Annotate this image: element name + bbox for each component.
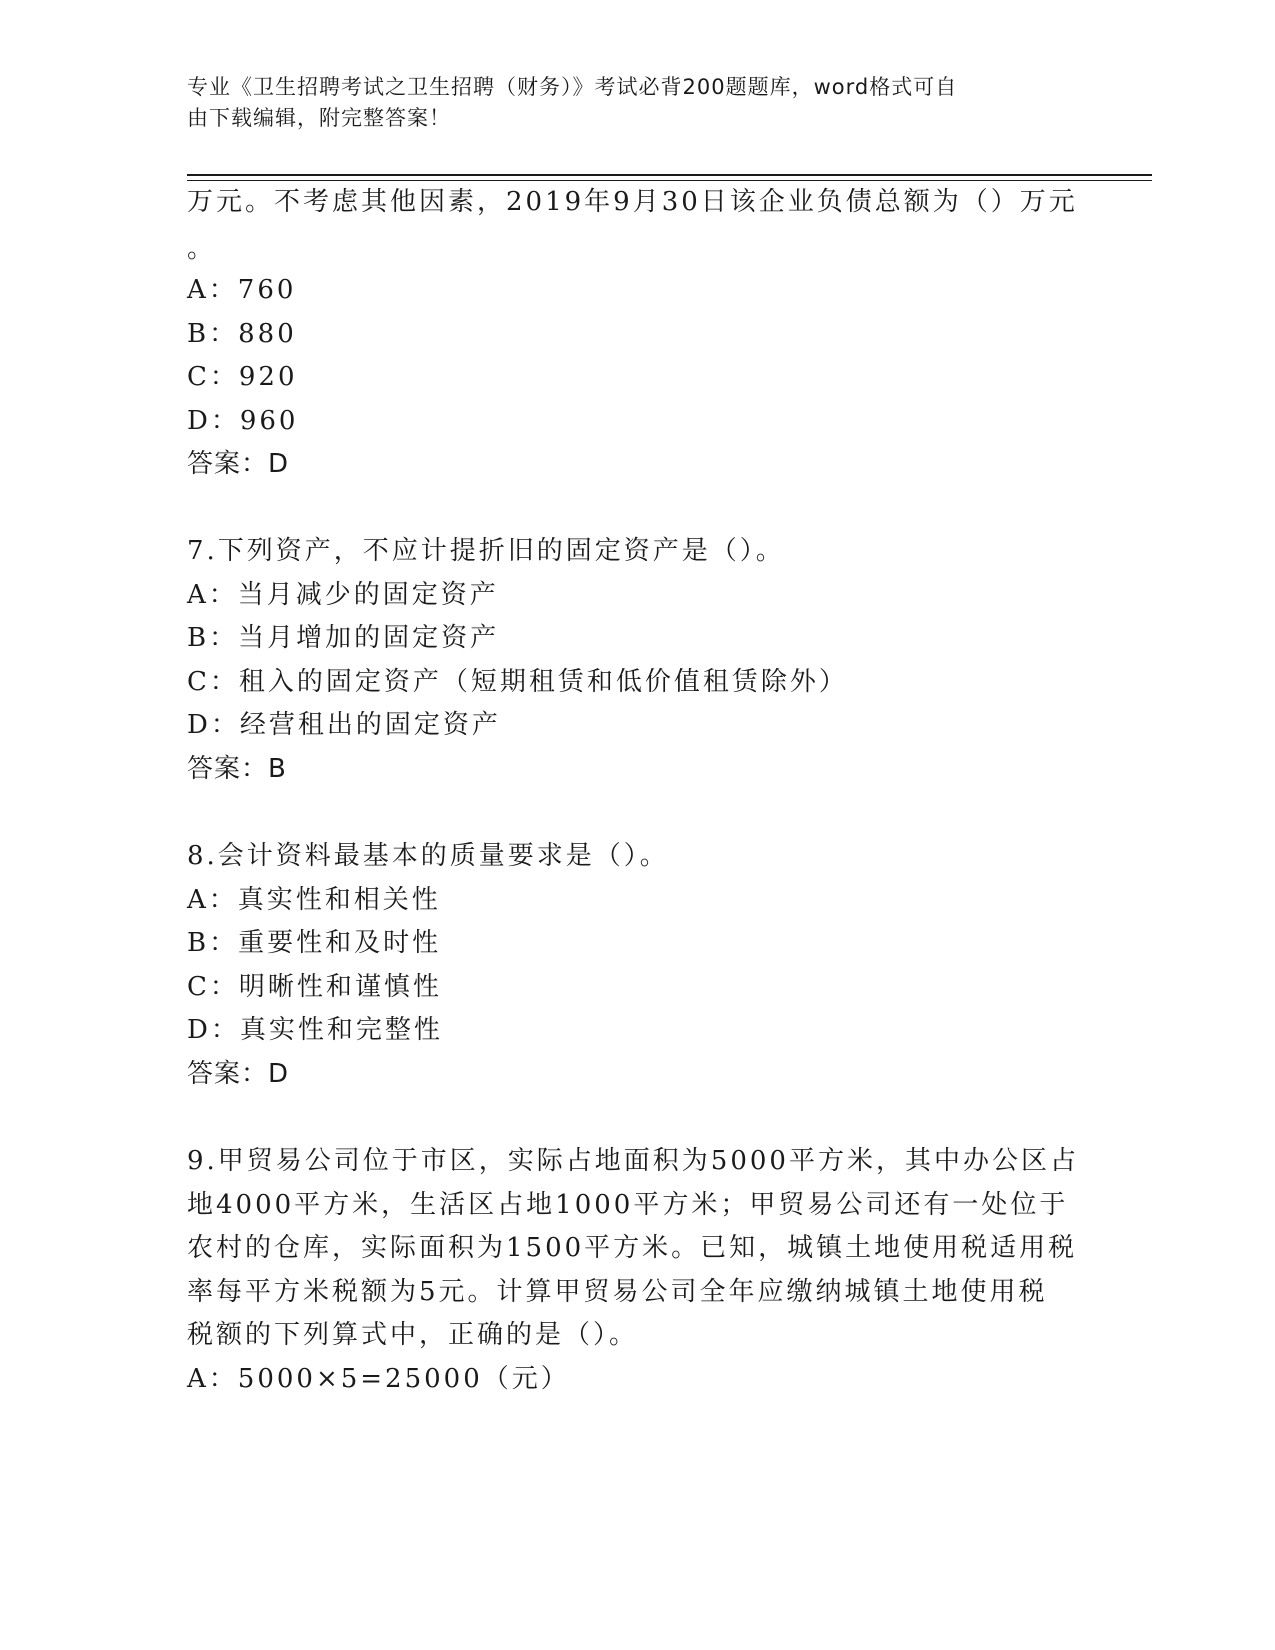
question-stem: 8.会计资料最基本的质量要求是（）。 — [187, 841, 669, 871]
header-rule-thin — [187, 180, 1152, 181]
answer: 答案：D — [187, 1059, 290, 1089]
answer: 答案：B — [187, 754, 287, 784]
option-d: D：经营租出的固定资产 — [187, 710, 501, 740]
option-b: B：当月增加的固定资产 — [187, 623, 500, 653]
question-stem-line: 地4000平方米，生活区占地1000平方米；甲贸易公司还有一处位于 — [187, 1190, 1069, 1220]
option-c: C：920 — [187, 362, 298, 392]
option-c: C：租入的固定资产（短期租赁和低价值租赁除外） — [187, 667, 848, 697]
question-stem-line: 万元。不考虑其他因素，2019年9月30日该企业负债总额为（）万元 — [187, 187, 1078, 217]
header-line-1: 专业《卫生招聘考试之卫生招聘（财务）》考试必背200题题库，word格式可自 — [187, 75, 958, 99]
page-header — [187, 72, 1067, 134]
option-a: A：当月减少的固定资产 — [187, 580, 499, 610]
header-line-2: 由下载编辑，附完整答案！ — [187, 106, 451, 130]
question-stem-line: 税额的下列算式中，正确的是（）。 — [187, 1320, 639, 1350]
header-rule-thick — [187, 174, 1152, 176]
question-stem: 7.下列资产，不应计提折旧的固定资产是（）。 — [187, 536, 785, 566]
answer: 答案：D — [187, 449, 290, 479]
question-stem-line: 。 — [187, 234, 217, 264]
question-stem-line: 9.甲贸易公司位于市区，实际占地面积为5000平方米，其中办公区占 — [187, 1146, 1079, 1176]
option-b: B：880 — [187, 319, 297, 349]
option-a: A：5000×5=25000（元） — [187, 1364, 570, 1394]
option-d: D：960 — [187, 406, 299, 436]
option-c: C：明晰性和谨慎性 — [187, 972, 442, 1002]
option-a: A：760 — [187, 275, 297, 305]
option-a: A：真实性和相关性 — [187, 885, 441, 915]
option-b: B：重要性和及时性 — [187, 928, 442, 958]
question-stem-line: 农村的仓库，实际面积为1500平方米。已知，城镇土地使用税适用税 — [187, 1233, 1078, 1263]
option-d: D：真实性和完整性 — [187, 1015, 443, 1045]
question-stem-line: 率每平方米税额为5元。计算甲贸易公司全年应缴纳城镇土地使用税 — [187, 1277, 1048, 1307]
